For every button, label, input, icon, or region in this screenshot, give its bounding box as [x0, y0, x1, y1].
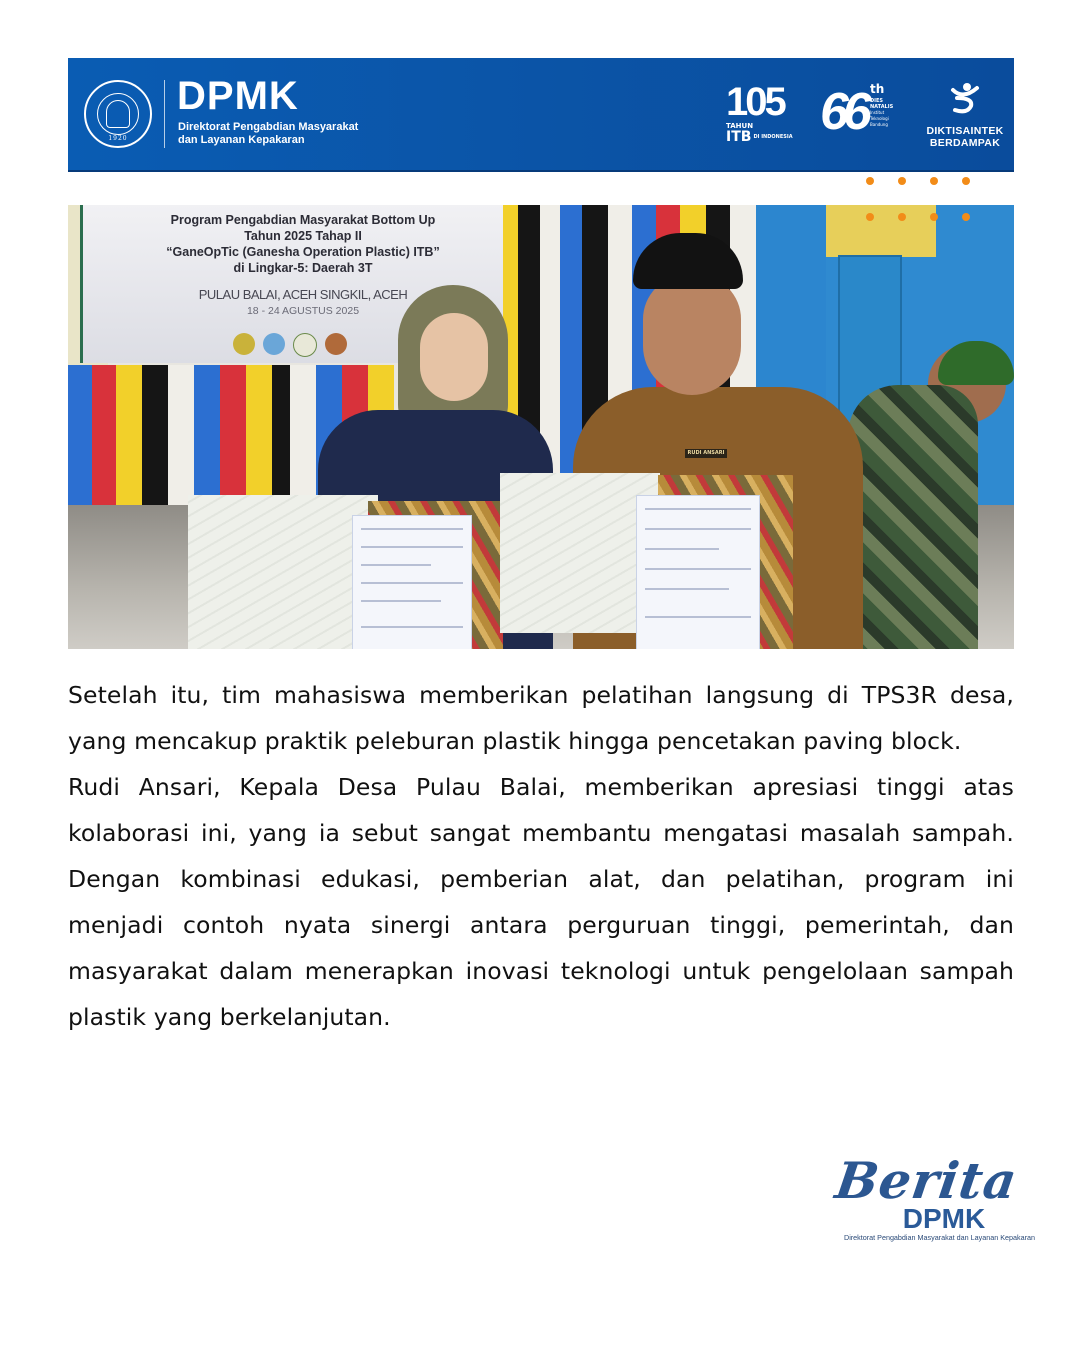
header-subtitle-line2: dan Layanan Kepakaran	[178, 134, 305, 146]
itb-105-itb	[726, 130, 798, 144]
doc-line	[361, 564, 431, 566]
ganesha-icon	[106, 100, 130, 128]
doc-line	[645, 508, 751, 510]
doc-line	[645, 588, 729, 590]
doc-line	[645, 528, 751, 530]
banner-logo	[263, 333, 285, 355]
wall-stripe	[220, 365, 246, 505]
dies-natalis-suffix: th	[870, 82, 885, 96]
dies-natalis-number: 66	[820, 83, 866, 141]
article-photo	[68, 205, 1014, 649]
berita-brand: DPMK	[902, 1203, 986, 1234]
dies-natalis-line2: NATALIS	[870, 104, 894, 110]
dies-natalis-66-logo	[820, 80, 910, 148]
header-banner	[68, 58, 1014, 172]
soldier-uniform	[848, 385, 978, 649]
banner-line2: Tahun 2025 Tahap II	[244, 229, 362, 243]
decor-dots-top	[866, 177, 976, 187]
banner-logo	[325, 333, 347, 355]
document-folder-back	[188, 495, 378, 649]
decor-dot	[898, 177, 906, 185]
seal-year: 1920	[108, 135, 128, 142]
doc-line	[361, 546, 463, 548]
doc-line	[645, 568, 751, 570]
doc-line	[361, 600, 441, 602]
banner-line6: 18 - 24 AGUSTUS 2025	[246, 305, 360, 317]
decor-dot	[898, 213, 906, 221]
wall-stripe	[246, 365, 272, 505]
doc-line	[361, 582, 463, 584]
itb-105-itb-label: ITB	[726, 129, 752, 145]
banner-line5: PULAU BALAI, ACEH SINGKIL, ACEH	[198, 287, 408, 302]
decor-dot	[930, 177, 938, 185]
header-subtitle-line1: Direktorat Pengabdian Masyarakat	[178, 121, 359, 133]
berita-script-title: Berita	[831, 1151, 1022, 1210]
itb-105-number: 105	[726, 80, 784, 124]
handover-document	[636, 495, 760, 649]
nametag: RUDI ANSARI	[685, 449, 727, 458]
decor-dots-bottom	[866, 213, 976, 223]
berita-tagline: Direktorat Pengabdian Masyarakat dan Layanan Kepakaran	[844, 1233, 1035, 1242]
wall-stripe	[168, 365, 194, 505]
handover-document	[352, 515, 472, 649]
banner-logos	[233, 333, 347, 357]
decor-dot	[930, 213, 938, 221]
wall-stripe	[272, 365, 290, 505]
village-head-face	[643, 275, 741, 395]
diktisaintek-line2: BERDAMPAK	[929, 137, 1001, 149]
banner-line4: di Lingkar-5: Daerah 3T	[233, 261, 373, 275]
itb-105-tagline: DI INDONESIA	[753, 134, 793, 140]
itb-105-years-logo	[726, 82, 798, 146]
article-paragraph-2: Rudi Ansari, Kepala Desa Pulau Balai, memberikan apresiasi tinggi atas kolaborasi ini, yang ia sebut sangat membantu mengatasi masalah sampah. Dengan kombinasi edukasi, pemberian alat, dan pelatihan, program ini menjadi contoh nyata sinergi antara perguruan tinggi, pemerintah, dan masyarakat dalam menerapkan inovasi teknologi untuk pengelolaan sampah plastik yang berkelanjutan.	[68, 773, 1014, 1031]
diktisaintek-figure-icon	[920, 80, 1010, 125]
decor-dot	[962, 177, 970, 185]
decor-dot	[866, 213, 874, 221]
decor-dot	[866, 177, 874, 185]
doc-line	[645, 548, 719, 550]
berita-dpmk-logo	[831, 1150, 1035, 1260]
wall-stripe	[194, 365, 220, 505]
decor-dot	[962, 213, 970, 221]
wall-stripe	[290, 365, 316, 505]
article-body	[68, 672, 1014, 1040]
banner-logo	[233, 333, 255, 355]
wall-stripe	[142, 365, 168, 505]
header-divider	[164, 80, 165, 148]
article-paragraph-1: Setelah itu, tim mahasiswa memberikan pelatihan langsung di TPS3R desa, yang mencakup praktik peleburan plastik hingga pencetakan paving block.	[68, 681, 1014, 755]
diktisaintek-logo	[920, 80, 1010, 150]
dies-natalis-line1: DIES	[870, 98, 884, 104]
header-subtitle	[178, 121, 358, 147]
banner-logo	[293, 333, 317, 357]
student-face	[420, 313, 488, 401]
dies-natalis-line3: Institut Teknologi Bandung	[870, 110, 889, 127]
diktisaintek-line1: DIKTISAINTEK	[926, 125, 1004, 137]
banner-line3: “GaneOpTic (Ganesha Operation Plastic) ITB”	[166, 245, 440, 259]
wall-stripe	[116, 365, 142, 505]
doc-line	[645, 616, 751, 618]
header-title: DPMK	[177, 74, 299, 118]
wall-stripe	[68, 365, 92, 505]
banner-line1: Program Pengabdian Masyarakat Bottom Up	[170, 213, 436, 227]
itb-105-tahun: TAHUN	[726, 122, 754, 130]
doc-line	[361, 626, 463, 628]
wall-stripe	[92, 365, 116, 505]
doc-line	[361, 528, 463, 530]
dies-natalis-text	[870, 98, 900, 128]
itb-seal-logo	[84, 80, 152, 148]
